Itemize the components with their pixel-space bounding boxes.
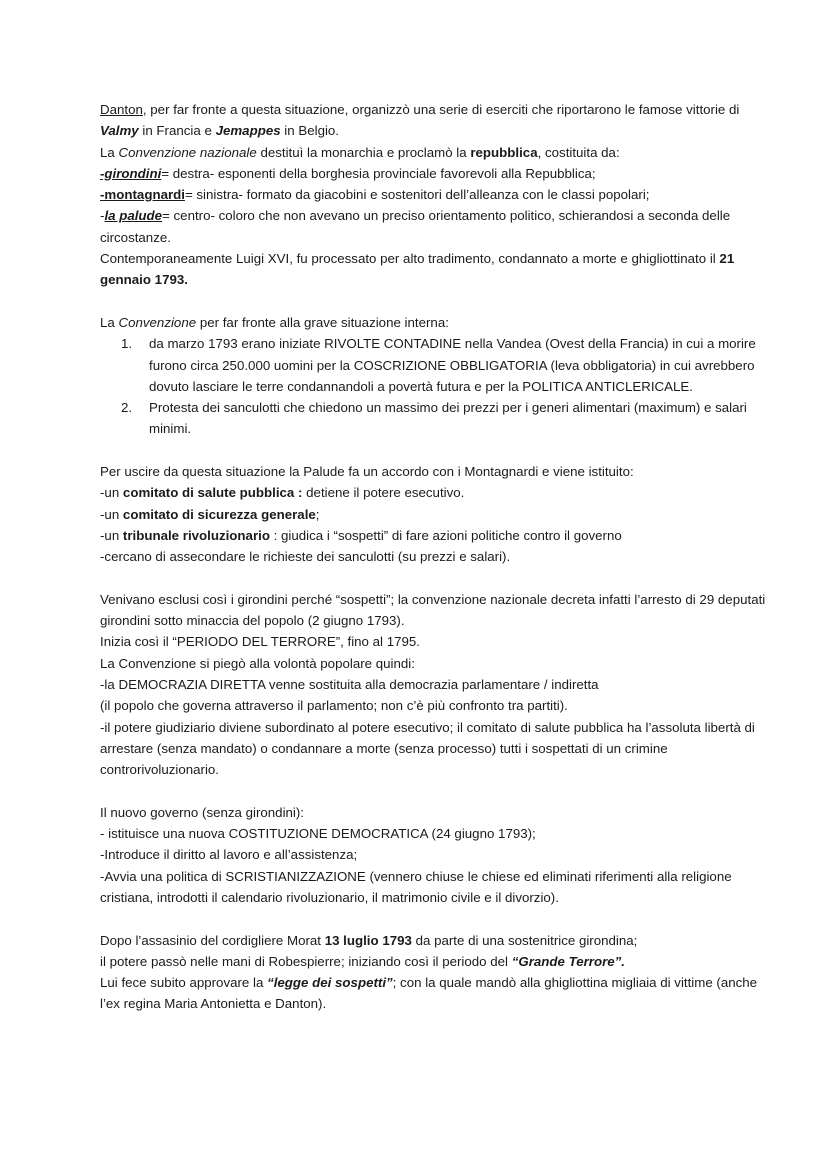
- line-istituisce: - istituisce una nuova COSTITUZIONE DEMOCRATICA (24 giugno 1793);: [100, 826, 536, 842]
- date-morat: 13 luglio 1793: [324, 932, 412, 948]
- danton-name: Danton: [100, 102, 143, 117]
- paragraph-uscire: Per uscire da questa situazione la Palude fa un accordo con i Montagnardi e viene istituito:: [100, 464, 634, 480]
- montagnardi-term: -montagnardi: [100, 187, 185, 203]
- valmy-term: Valmy: [100, 123, 139, 139]
- date-luigi: 21 gennaio 1793.: [100, 251, 735, 288]
- spacer: [100, 568, 780, 589]
- spacer: [100, 440, 780, 461]
- spacer: [100, 781, 780, 802]
- list-item: 2. Protesta dei sanculotti che chiedono un massimo dei prezzi per i generi alimentari (maximum) e salari minimi.: [121, 400, 747, 437]
- line-introduce: -Introduce il diritto al lavoro e all’assistenza;: [100, 847, 358, 863]
- line-robespierre: il potere passò nelle mani di Robespierre; iniziando così il periodo del “Grande Terrore”.: [100, 953, 626, 969]
- line-nuovo-governo: Il nuovo governo (senza girondini):: [100, 804, 305, 820]
- line-comitato-salute: -un comitato di salute pubblica : detiene il potere esecutivo.: [100, 485, 465, 501]
- paragraph-esclusi: Venivano esclusi così i girondini perché “sospetti”; la convenzione nazionale decreta infatti l’arresto di 29 deputati girondini sotto minaccia del popolo (2 giugno 1793).: [100, 591, 766, 629]
- girondini-term: -girondini: [100, 165, 162, 181]
- paragraph-convenzione: La Convenzione nazionale destituì la monarchia e proclamò la repubblica, costituita da:: [100, 144, 620, 160]
- line-palude: -la palude= centro- coloro che non avevano un preciso orientamento politico, schierandosi a seconda delle circostanze.: [100, 208, 731, 245]
- spacer: [100, 908, 780, 929]
- list-item: 1. da marzo 1793 erano iniziate RIVOLTE CONTADINE nella Vandea (Ovest della Francia) in cui a morire furono circa 250.000 uomini per la COSCRIZIONE OBBLIGATORIA (leva obbligatoria) in cui avrebbero dovuto lasciare le terre condannandoli a povertà futura e per la POLITICA ANTICLERICALE.: [121, 336, 756, 394]
- line-terrore: Inizia così il “PERIODO DEL TERRORE”, fino al 1795.: [100, 634, 420, 650]
- document-page: [100, 99, 780, 1015]
- line-comitato-sicurezza: -un comitato di sicurezza generale;: [100, 506, 320, 522]
- paragraph-potere: -il potere giudiziario diviene subordinato al potere esecutivo; il comitato di salute pubblica ha l’assoluta libertà di arrestare (senza mandato) o condannare a morte (senza processo) tutti i sospettati di un crimine controrivoluzionario.: [100, 719, 755, 778]
- line-popolo: (il popolo che governa attraverso il parlamento; non c’è più confronto tra partiti).: [100, 698, 568, 714]
- line-montagnardi: -montagnardi= sinistra- formato da giacobini e sostenitori dell’alleanza con le classi popolari;: [100, 187, 650, 203]
- line-cercano: -cercano di assecondare le richieste dei sanculotti (su prezzi e salari).: [100, 549, 511, 565]
- line-democrazia: -la DEMOCRAZIA DIRETTA venne sostituita alla democrazia parlamentare / indiretta: [100, 677, 599, 693]
- line-girondini: -girondini= destra- esponenti della borghesia provinciale favorevoli alla Repubblica;: [100, 165, 596, 181]
- line-tribunale: -un tribunale rivoluzionario : giudica i “sospetti” di fare azioni politiche contro il governo: [100, 527, 622, 543]
- jemappes-term: Jemappes: [215, 123, 281, 139]
- paragraph-luigi: Contemporaneamente Luigi XVI, fu processato per alto tradimento, condannato a morte e ghigliottinato il 21 gennaio 1793.: [100, 251, 735, 288]
- numbered-list: [100, 333, 780, 439]
- spacer: [100, 291, 780, 312]
- palude-term: la palude: [104, 208, 163, 224]
- grande-terrore-term: “Grande Terrore”.: [511, 953, 626, 969]
- line-piego: La Convenzione si piegò alla volontà popolare quindi:: [100, 655, 415, 671]
- repubblica-term: repubblica: [470, 144, 538, 160]
- line-dopo: Dopo l’assasinio del cordigliere Morat 13 luglio 1793 da parte di una sostenitrice girondina;: [100, 932, 638, 948]
- legge-sospetti-term: “legge dei sospetti”: [267, 975, 393, 991]
- paragraph-danton: Danton, per far fronte a questa situazione, organizzò una serie di eserciti che riportarono le famose vittorie di Valmy in Francia e Jemappes in Belgio.: [100, 102, 740, 139]
- paragraph-convenzione-interna: La Convenzione per far fronte alla grave situazione interna:: [100, 314, 449, 330]
- paragraph-legge: Lui fece subito approvare la “legge dei sospetti”; con la quale mandò alla ghigliottina migliaia di vittime (anche l’ex regina Maria Antonietta e Danton).: [100, 975, 758, 1012]
- paragraph-avvia: -Avvia una politica di SCRISTIANIZZAZIONE (vennero chiuse le chiese ed eliminati riferimenti alla religione cristiana, introdotti il calendario rivoluzionario, il matrimonio civile e il divorzio).: [100, 868, 732, 905]
